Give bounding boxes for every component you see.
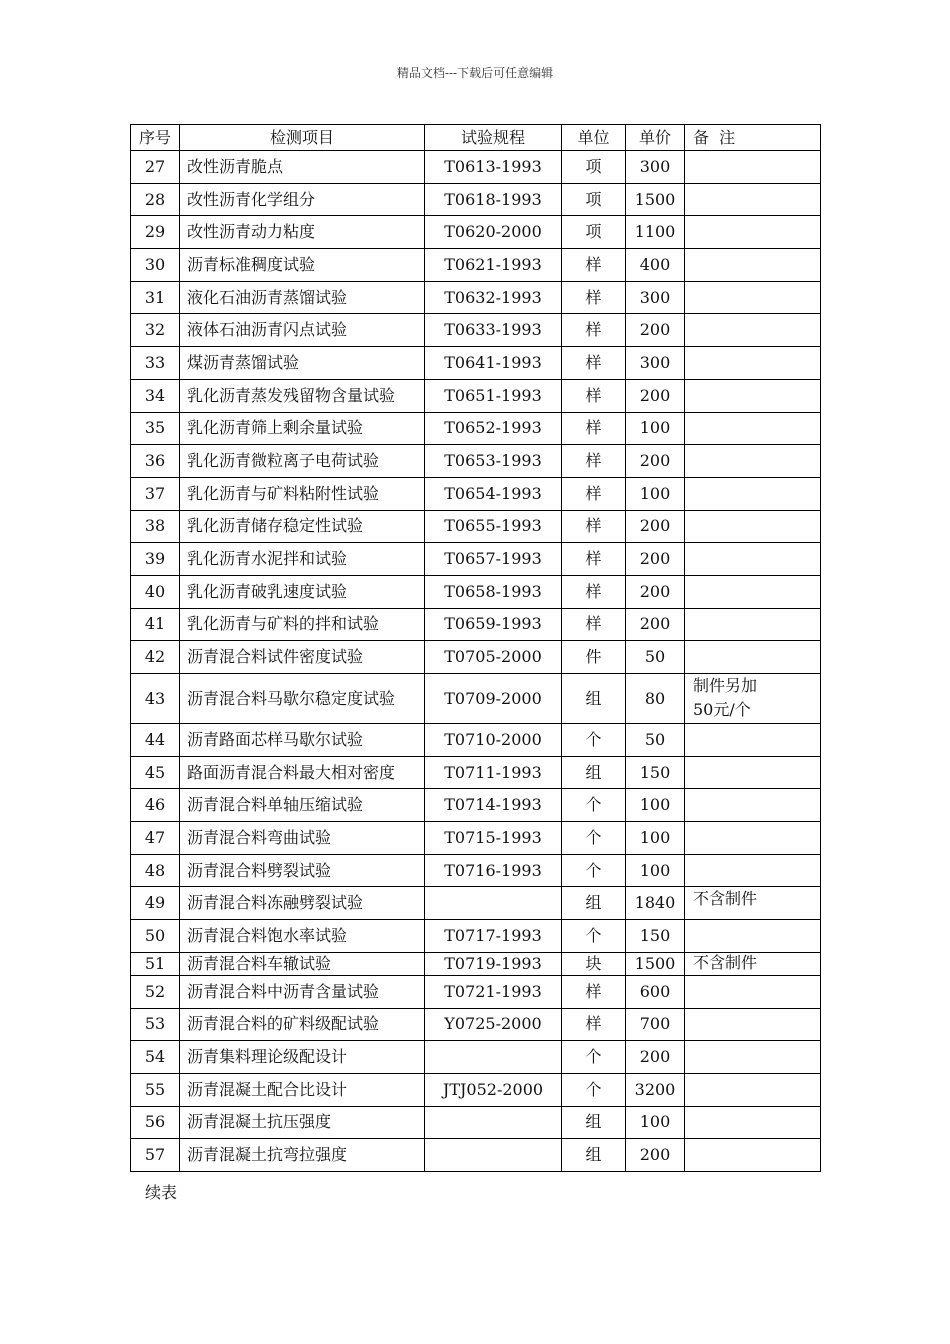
row-unit: 组 [562, 1106, 626, 1139]
row-note [685, 1139, 821, 1172]
row-note [685, 510, 821, 543]
row-item: 液化石油沥青蒸馏试验 [180, 281, 425, 314]
table-row [131, 887, 821, 920]
row-price: 600 [626, 975, 685, 1008]
row-item: 改性沥青动力粘度 [180, 216, 425, 249]
row-method: T0654-1993 [425, 477, 562, 510]
row-note [685, 641, 821, 674]
row-item: 乳化沥青微粒离子电荷试验 [180, 445, 425, 478]
row-note [685, 1073, 821, 1106]
row-no: 27 [131, 151, 180, 184]
row-price: 50 [626, 724, 685, 757]
row-price: 150 [626, 920, 685, 953]
row-unit: 样 [562, 543, 626, 576]
row-unit: 个 [562, 854, 626, 887]
row-no: 45 [131, 756, 180, 789]
row-unit: 组 [562, 1139, 626, 1172]
row-no: 33 [131, 347, 180, 380]
row-unit: 件 [562, 641, 626, 674]
row-price: 200 [626, 1041, 685, 1074]
row-item: 沥青混合料马歇尔稳定度试验 [180, 674, 425, 724]
row-item: 乳化沥青储存稳定性试验 [180, 510, 425, 543]
row-note [685, 920, 821, 953]
row-item: 路面沥青混合料最大相对密度 [180, 756, 425, 789]
row-unit: 样 [562, 347, 626, 380]
table-row [131, 608, 821, 641]
col-header-unit: 单位 [562, 125, 626, 151]
row-method [425, 1106, 562, 1139]
row-method [425, 1041, 562, 1074]
table-row [131, 347, 821, 380]
row-method: Y0725-2000 [425, 1008, 562, 1041]
row-note [685, 756, 821, 789]
row-item: 沥青混凝土抗弯拉强度 [180, 1139, 425, 1172]
table-row [131, 1041, 821, 1074]
row-note [685, 789, 821, 822]
row-item: 乳化沥青筛上剩余量试验 [180, 412, 425, 445]
row-method: JTJ052-2000 [425, 1073, 562, 1106]
row-item: 改性沥青化学组分 [180, 183, 425, 216]
row-method: T0652-1993 [425, 412, 562, 445]
row-method: T0653-1993 [425, 445, 562, 478]
row-unit: 个 [562, 789, 626, 822]
table-row [131, 575, 821, 608]
table-row [131, 183, 821, 216]
row-item: 乳化沥青蒸发残留物含量试验 [180, 379, 425, 412]
table-row [131, 1073, 821, 1106]
row-unit: 组 [562, 756, 626, 789]
row-method: T0717-1993 [425, 920, 562, 953]
row-note: 不含制件 [685, 887, 821, 920]
row-method: T0714-1993 [425, 789, 562, 822]
row-price: 100 [626, 822, 685, 855]
row-note [685, 543, 821, 576]
row-item: 沥青混合料冻融劈裂试验 [180, 887, 425, 920]
row-note [685, 608, 821, 641]
table-row [131, 249, 821, 282]
row-unit: 样 [562, 281, 626, 314]
table-row [131, 510, 821, 543]
row-no: 39 [131, 543, 180, 576]
row-no: 41 [131, 608, 180, 641]
col-header-no: 序号 [131, 125, 180, 151]
row-method: T0657-1993 [425, 543, 562, 576]
col-header-note: 备 注 [685, 125, 821, 151]
row-price: 200 [626, 1139, 685, 1172]
row-unit: 样 [562, 314, 626, 347]
table-row [131, 920, 821, 953]
table-row [131, 314, 821, 347]
table-row [131, 756, 821, 789]
row-note [685, 412, 821, 445]
row-price: 1100 [626, 216, 685, 249]
row-no: 46 [131, 789, 180, 822]
col-header-price: 单价 [626, 125, 685, 151]
row-note [685, 281, 821, 314]
row-item: 煤沥青蒸馏试验 [180, 347, 425, 380]
row-price: 300 [626, 281, 685, 314]
row-price: 400 [626, 249, 685, 282]
table-row [131, 674, 821, 724]
table-row [131, 854, 821, 887]
row-note [685, 822, 821, 855]
row-item: 沥青混合料中沥青含量试验 [180, 975, 425, 1008]
row-unit: 样 [562, 575, 626, 608]
row-unit: 组 [562, 674, 626, 724]
row-unit: 项 [562, 216, 626, 249]
row-item: 乳化沥青与矿料粘附性试验 [180, 477, 425, 510]
row-item: 沥青混合料试件密度试验 [180, 641, 425, 674]
row-unit: 样 [562, 412, 626, 445]
table-row [131, 822, 821, 855]
row-no: 34 [131, 379, 180, 412]
fee-table [130, 124, 821, 1172]
table-row [131, 975, 821, 1008]
col-header-item: 检测项目 [180, 125, 425, 151]
row-item: 沥青混合料车辙试验 [180, 952, 425, 975]
row-note [685, 445, 821, 478]
row-unit: 组 [562, 887, 626, 920]
row-note: 不含制件 [685, 952, 821, 975]
table-row [131, 952, 821, 975]
row-unit: 样 [562, 975, 626, 1008]
table-body [131, 151, 821, 1172]
row-price: 200 [626, 445, 685, 478]
row-unit: 样 [562, 249, 626, 282]
row-method: T0633-1993 [425, 314, 562, 347]
row-method: T0719-1993 [425, 952, 562, 975]
row-no: 32 [131, 314, 180, 347]
row-item: 沥青混合料饱水率试验 [180, 920, 425, 953]
row-item: 沥青集料理论级配设计 [180, 1041, 425, 1074]
row-no: 38 [131, 510, 180, 543]
row-note [685, 674, 821, 724]
row-item: 沥青混凝土配合比设计 [180, 1073, 425, 1106]
row-method: T0621-1993 [425, 249, 562, 282]
row-no: 53 [131, 1008, 180, 1041]
row-no: 31 [131, 281, 180, 314]
table-row [131, 151, 821, 184]
row-method: T0613-1993 [425, 151, 562, 184]
row-no: 42 [131, 641, 180, 674]
row-method [425, 1139, 562, 1172]
row-price: 100 [626, 1106, 685, 1139]
row-item: 沥青混合料单轴压缩试验 [180, 789, 425, 822]
row-no: 37 [131, 477, 180, 510]
row-note [685, 216, 821, 249]
row-method: T0655-1993 [425, 510, 562, 543]
row-method: T0715-1993 [425, 822, 562, 855]
row-note-line2: 50元/个 [693, 700, 751, 719]
row-price: 150 [626, 756, 685, 789]
row-method: T0659-1993 [425, 608, 562, 641]
row-no: 51 [131, 952, 180, 975]
row-note [685, 1008, 821, 1041]
row-unit: 样 [562, 1008, 626, 1041]
row-note [685, 249, 821, 282]
table-row [131, 789, 821, 822]
row-unit: 样 [562, 477, 626, 510]
row-no: 28 [131, 183, 180, 216]
row-unit: 样 [562, 510, 626, 543]
row-price: 200 [626, 314, 685, 347]
row-no: 50 [131, 920, 180, 953]
row-note [685, 314, 821, 347]
table-row [131, 543, 821, 576]
row-unit: 样 [562, 608, 626, 641]
row-no: 36 [131, 445, 180, 478]
row-no: 40 [131, 575, 180, 608]
row-no: 48 [131, 854, 180, 887]
row-price: 300 [626, 151, 685, 184]
row-item: 沥青路面芯样马歇尔试验 [180, 724, 425, 757]
row-item: 乳化沥青破乳速度试验 [180, 575, 425, 608]
row-no: 52 [131, 975, 180, 1008]
row-price: 300 [626, 347, 685, 380]
row-note [685, 854, 821, 887]
row-note [685, 724, 821, 757]
row-price: 100 [626, 789, 685, 822]
row-note [685, 347, 821, 380]
row-price: 100 [626, 854, 685, 887]
row-method: T0618-1993 [425, 183, 562, 216]
row-note-line1: 制件另加 [693, 676, 758, 695]
row-unit: 个 [562, 822, 626, 855]
row-price: 3200 [626, 1073, 685, 1106]
table-row [131, 1139, 821, 1172]
row-note [685, 1041, 821, 1074]
table-row [131, 445, 821, 478]
row-note [685, 1106, 821, 1139]
row-method: T0711-1993 [425, 756, 562, 789]
table-row [131, 477, 821, 510]
row-price: 1500 [626, 183, 685, 216]
row-price: 100 [626, 477, 685, 510]
row-no: 47 [131, 822, 180, 855]
row-no: 29 [131, 216, 180, 249]
table-header-row [131, 125, 821, 151]
table-row [131, 412, 821, 445]
table-row [131, 1106, 821, 1139]
row-price: 200 [626, 608, 685, 641]
row-item: 改性沥青脆点 [180, 151, 425, 184]
row-price: 200 [626, 575, 685, 608]
table-row [131, 216, 821, 249]
row-item: 沥青混合料的矿料级配试验 [180, 1008, 425, 1041]
row-no: 56 [131, 1106, 180, 1139]
row-method: T0716-1993 [425, 854, 562, 887]
row-price: 1840 [626, 887, 685, 920]
row-price: 100 [626, 412, 685, 445]
row-unit: 项 [562, 151, 626, 184]
row-no: 49 [131, 887, 180, 920]
row-method [425, 887, 562, 920]
table-row [131, 379, 821, 412]
row-method: T0710-2000 [425, 724, 562, 757]
row-no: 35 [131, 412, 180, 445]
row-method: T0721-1993 [425, 975, 562, 1008]
row-no: 44 [131, 724, 180, 757]
row-method: T0705-2000 [425, 641, 562, 674]
row-item: 沥青混合料弯曲试验 [180, 822, 425, 855]
row-unit: 样 [562, 445, 626, 478]
row-price: 1500 [626, 952, 685, 975]
row-note [685, 379, 821, 412]
row-no: 55 [131, 1073, 180, 1106]
row-item: 沥青混凝土抗压强度 [180, 1106, 425, 1139]
page-header: 精品文档---下载后可任意编辑 [396, 66, 554, 80]
row-method: T0620-2000 [425, 216, 562, 249]
row-unit: 项 [562, 183, 626, 216]
row-item: 乳化沥青水泥拌和试验 [180, 543, 425, 576]
row-no: 43 [131, 674, 180, 724]
row-no: 57 [131, 1139, 180, 1172]
row-method: T0641-1993 [425, 347, 562, 380]
row-no: 30 [131, 249, 180, 282]
col-header-method: 试验规程 [425, 125, 562, 151]
table-row [131, 641, 821, 674]
row-method: T0709-2000 [425, 674, 562, 724]
continued-label: 续表 [145, 1183, 178, 1202]
row-price: 200 [626, 510, 685, 543]
row-method: T0632-1993 [425, 281, 562, 314]
table-row [131, 281, 821, 314]
row-note [685, 575, 821, 608]
row-item: 液体石油沥青闪点试验 [180, 314, 425, 347]
table-row [131, 1008, 821, 1041]
row-unit: 个 [562, 1041, 626, 1074]
row-method: T0651-1993 [425, 379, 562, 412]
row-price: 700 [626, 1008, 685, 1041]
row-item: 沥青标准稠度试验 [180, 249, 425, 282]
row-method: T0658-1993 [425, 575, 562, 608]
row-unit: 块 [562, 952, 626, 975]
row-price: 50 [626, 641, 685, 674]
row-price: 200 [626, 543, 685, 576]
row-note [685, 975, 821, 1008]
row-price: 200 [626, 379, 685, 412]
row-item: 乳化沥青与矿料的拌和试验 [180, 608, 425, 641]
row-note [685, 183, 821, 216]
row-note [685, 477, 821, 510]
row-item: 沥青混合料劈裂试验 [180, 854, 425, 887]
row-unit: 个 [562, 920, 626, 953]
row-unit: 个 [562, 1073, 626, 1106]
row-unit: 个 [562, 724, 626, 757]
row-price: 80 [626, 674, 685, 724]
table-row [131, 724, 821, 757]
row-unit: 样 [562, 379, 626, 412]
row-note [685, 151, 821, 184]
row-no: 54 [131, 1041, 180, 1074]
